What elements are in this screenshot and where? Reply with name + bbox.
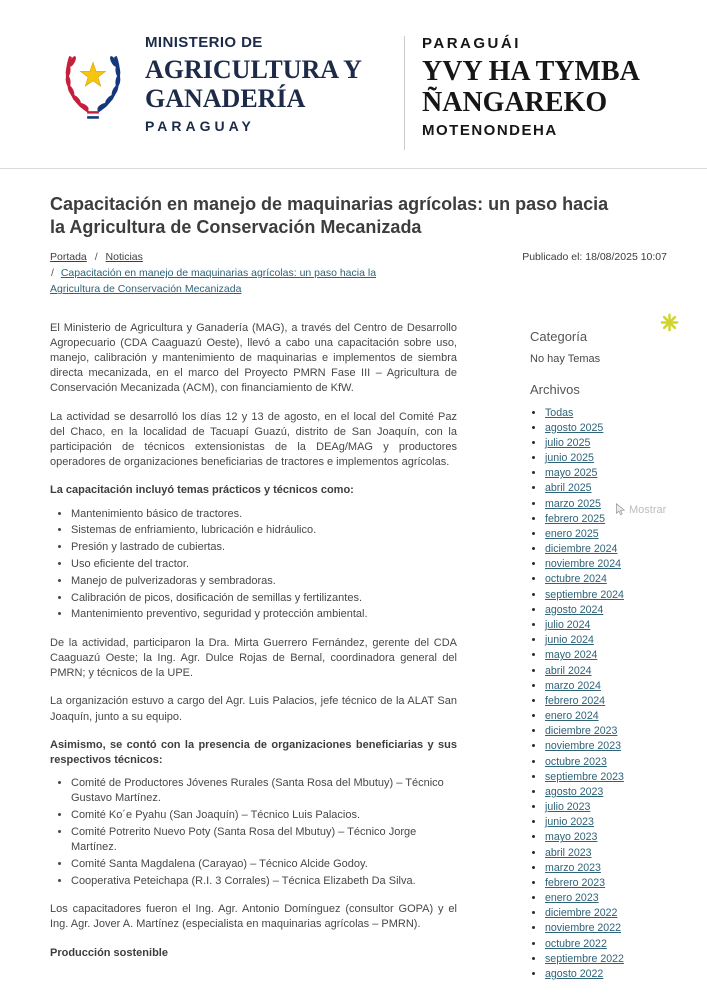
archive-item (545, 830, 667, 845)
breadcrumb (50, 249, 410, 298)
archive-link[interactable]: junio 2024 (545, 634, 594, 647)
topics-list (50, 507, 457, 623)
guarani-line-big-1: YVY HA TYMBA (422, 56, 640, 87)
topic-item: • Mantenimiento preventivo, seguridad y protección ambiental. (71, 607, 457, 622)
archive-item (545, 436, 667, 451)
archive-link[interactable]: enero 2025 (545, 527, 599, 540)
archive-item (545, 466, 667, 481)
archive-item (545, 724, 667, 739)
archive-link[interactable]: septiembre 2023 (545, 770, 624, 783)
meta-row (50, 249, 667, 298)
archive-link[interactable]: marzo 2023 (545, 861, 601, 874)
archive-link[interactable]: mayo 2024 (545, 649, 598, 662)
archive-item (545, 785, 667, 800)
category-empty-text: No hay Temas (530, 352, 601, 365)
orgs-list (50, 776, 457, 889)
archive-link[interactable]: mayo 2025 (545, 467, 598, 480)
guarani-line-big-2: ÑANGAREKO (422, 87, 608, 119)
archive-link[interactable]: enero 2024 (545, 710, 599, 723)
archive-link[interactable]: agosto 2023 (545, 785, 604, 798)
archive-item (545, 694, 667, 709)
archive-item (545, 709, 667, 724)
breadcrumb-top-line (50, 251, 143, 263)
page-main (0, 169, 707, 982)
archive-item (545, 800, 667, 815)
guarani-line-bottom: MOTENONDEHA (422, 121, 558, 139)
archive-link[interactable]: julio 2023 (545, 801, 591, 814)
archive-link[interactable]: febrero 2024 (545, 694, 606, 707)
breadcrumb-current-line (50, 265, 410, 298)
ministry-line-big-1: AGRICULTURA Y (145, 55, 362, 84)
paragraph-1: El Ministerio de Agricultura y Ganadería (MAG), a través del Centro de Desarrollo Agropecuario (CDA Caaguazú Oeste), llevó a cabo una capacitación sobre uso, manejo, calibración y mantenimiento de maquinarias e implementos de siembra directa mecanizada, en el marco del Proyecto PMRN Fase III – Agricultura de Conservación Mecanizada (ACM), con financiamiento de KfW. (50, 321, 457, 395)
org-item: • Comité de Productores Jóvenes Rurales (Santa Rosa del Mbutuy) – Técnico Gustavo Martínez. (71, 776, 457, 807)
archive-link[interactable]: abril 2025 (545, 482, 592, 495)
archive-link[interactable]: abril 2024 (545, 664, 592, 677)
archive-link[interactable]: agosto 2025 (545, 421, 604, 434)
archive-link[interactable]: abril 2023 (545, 846, 592, 859)
archive-link[interactable]: octubre 2022 (545, 937, 607, 950)
archive-item (545, 406, 667, 421)
page-title: Capacitación en manejo de maquinarias agrícolas: un paso hacia la Agricultura de Conservación Mecanizada (50, 194, 609, 238)
archive-link[interactable]: diciembre 2024 (545, 543, 618, 556)
breadcrumb-current-link[interactable]: Capacitación en manejo de maquinarias agrícolas: un paso hacia la Agricultura de Conservación Mecanizada (50, 267, 377, 296)
closing-heading: Producción sostenible (50, 946, 168, 959)
site-header (0, 0, 707, 169)
topics-heading: La capacitación incluyó temas prácticos y técnicos como: (50, 484, 354, 497)
archive-item (545, 679, 667, 694)
archive-item (545, 921, 667, 936)
archive-item (545, 557, 667, 572)
archive-link[interactable]: noviembre 2024 (545, 558, 621, 571)
ministry-name-block (145, 34, 362, 134)
paragraph-2: La actividad se desarrolló los días 12 y 13 de agosto, en el local del Comité Paz del Chaco, en la localidad de Tacuapí Guazú, distrito de San Joaquín, con la participación de técnicos extensionistas de la DEAg/MAG y productores operadores de organizaciones beneficiarias de tractores e implementos agrícolas. (50, 410, 457, 469)
archive-link[interactable]: junio 2025 (545, 452, 594, 465)
archives-heading: Archivos (530, 381, 580, 397)
archive-item (545, 481, 667, 496)
mag-coat-of-arms-logo (54, 34, 132, 120)
archive-item (545, 421, 667, 436)
org-item: • Comité Ko´e Pyahu (San Joaquín) – Técnico Luis Palacios. (71, 808, 457, 823)
org-item: • Comité Santa Magdalena (Carayao) – Técnico Alcide Godoy. (71, 857, 457, 872)
archive-link[interactable]: mayo 2023 (545, 831, 598, 844)
archive-link[interactable]: septiembre 2022 (545, 952, 624, 965)
topic-item: • Sistemas de enfriamiento, lubricación e hidráulico. (71, 523, 457, 538)
laurel-right-branch (96, 55, 121, 111)
header-divider (404, 36, 405, 150)
breadcrumb-separator: / (51, 267, 54, 280)
paragraph-4: La organización estuvo a cargo del Agr. Luis Palacios, jefe técnico de la ALAT San Joaquín, junto a su equipo. (50, 695, 457, 723)
topic-item: • Uso eficiente del tractor. (71, 557, 457, 572)
mostrar-tooltip-label: Mostrar (629, 503, 667, 516)
archive-link[interactable]: junio 2023 (545, 816, 594, 829)
archive-link[interactable]: noviembre 2022 (545, 922, 621, 935)
archive-link[interactable]: febrero 2023 (545, 876, 606, 889)
archive-link[interactable]: noviembre 2023 (545, 740, 621, 753)
archive-link[interactable]: octubre 2024 (545, 573, 607, 586)
archive-item (545, 770, 667, 785)
ministry-line-bottom: PARAGUAY (145, 118, 255, 135)
asterisk-icon (660, 313, 679, 332)
archive-item (545, 542, 667, 557)
archive-link[interactable]: diciembre 2022 (545, 907, 618, 920)
ministry-line-top: MINISTERIO DE (145, 34, 263, 51)
archive-item (545, 846, 667, 861)
archive-item (545, 937, 667, 952)
archive-item (545, 906, 667, 921)
category-heading: Categoría (530, 328, 588, 344)
sidebar (530, 321, 667, 983)
archive-item (545, 527, 667, 542)
flag-ribbon (87, 111, 99, 119)
content-columns (50, 321, 667, 983)
archive-link[interactable]: Todas (545, 406, 574, 419)
topic-item: • Mantenimiento básico de tractores. (71, 507, 457, 522)
breadcrumb-home-link[interactable]: Portada (50, 250, 87, 263)
archive-item (545, 603, 667, 618)
archive-link[interactable]: enero 2023 (545, 892, 599, 905)
org-item: • Comité Potrerito Nuevo Poty (Santa Rosa del Mbutuy) – Técnico Jorge Martínez. (71, 825, 457, 856)
archive-link[interactable]: marzo 2025 (545, 497, 601, 510)
topic-item: • Manejo de pulverizadoras y sembradoras. (71, 574, 457, 589)
archive-item (545, 648, 667, 663)
archives-list (530, 406, 667, 983)
archive-item (545, 876, 667, 891)
mostrar-tooltip (612, 502, 669, 517)
brand-ministry (54, 34, 388, 134)
archive-link[interactable]: septiembre 2024 (545, 588, 624, 601)
accessibility-widget-button[interactable] (660, 313, 679, 332)
topic-item: • Calibración de picos, dosificación de semillas y fertilizantes. (71, 591, 457, 606)
archive-item (545, 952, 667, 967)
archive-item (545, 633, 667, 648)
org-item: • Cooperativa Peteichapa (R.I. 3 Corrales) – Técnica Elizabeth Da Silva. (71, 874, 457, 889)
published-date: Publicado el: 18/08/2025 10:07 (522, 250, 667, 263)
archive-link[interactable]: octubre 2023 (545, 755, 607, 768)
archive-item (545, 891, 667, 906)
archive-item (545, 451, 667, 466)
paragraph-3: De la actividad, participaron la Dra. Mirta Guerrero Fernández, gerente del CDA Caaguazú Oeste; la Ing. Agr. Dulce Rojas de Bernal, coordinadora general del PMRN; y técnicos de la UPE. (50, 636, 457, 680)
archive-item (545, 755, 667, 770)
star-icon (81, 62, 106, 86)
guarani-line-top: PARAGUÁI (422, 35, 521, 52)
brand-guarani (422, 34, 640, 139)
archive-item (545, 618, 667, 633)
orgs-heading: Asimismo, se contó con la presencia de organizaciones beneficiarias y sus respectivos técnicos: (50, 738, 457, 766)
ministry-line-big-2: GANADERÍA (145, 84, 306, 114)
archive-link[interactable]: agosto 2022 (545, 967, 604, 980)
breadcrumb-separator: / (94, 250, 98, 263)
archive-link[interactable]: agosto 2024 (545, 603, 604, 616)
archive-item (545, 664, 667, 679)
laurel-left-branch (65, 55, 90, 111)
topic-item: • Presión y lastrado de cubiertas. (71, 540, 457, 555)
archive-link[interactable]: diciembre 2023 (545, 725, 618, 738)
article-body (50, 321, 457, 983)
archive-item (545, 572, 667, 587)
cursor-icon (615, 503, 626, 516)
paragraph-5: Los capacitadores fueron el Ing. Agr. Antonio Domínguez (consultor GOPA) y el Ing. Agr. Jover A. Martínez (especialista en maquinarias agrícolas – PMRN). (50, 903, 457, 931)
archive-item (545, 967, 667, 982)
breadcrumb-noticias-link[interactable]: Noticias (105, 250, 143, 263)
archive-link[interactable]: julio 2024 (545, 618, 591, 631)
archive-link[interactable]: febrero 2025 (545, 512, 606, 525)
archive-item (545, 588, 667, 603)
archive-link[interactable]: julio 2025 (545, 436, 591, 449)
archive-item (545, 861, 667, 876)
archive-link[interactable]: marzo 2024 (545, 679, 601, 692)
archive-item (545, 739, 667, 754)
archive-item (545, 815, 667, 830)
